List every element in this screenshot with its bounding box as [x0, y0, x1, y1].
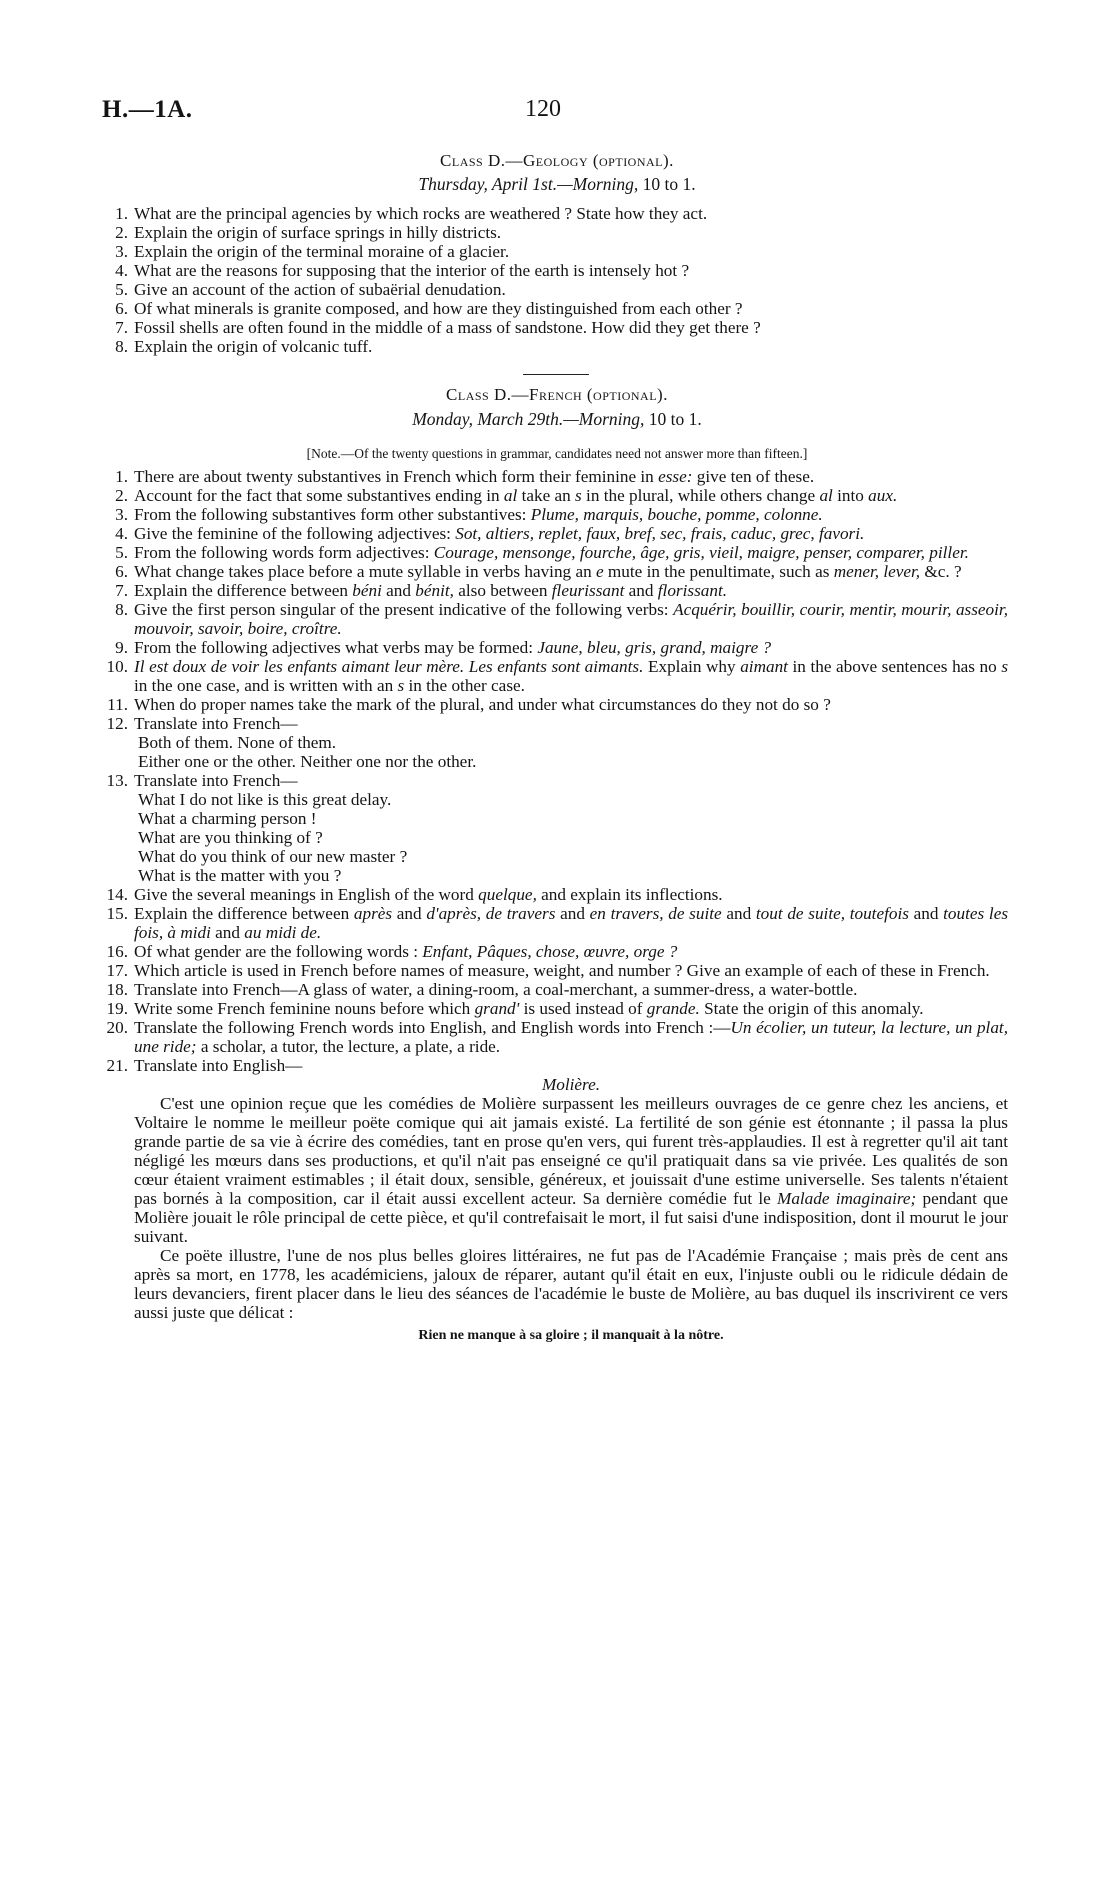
geology-header: [0, 151, 1114, 195]
list-item: 2. Explain the origin of surface springs in hilly districts.: [115, 223, 502, 242]
translation-line: What do you think of our new master ?: [138, 847, 408, 866]
document-reference: H.—1A.: [102, 96, 193, 123]
french-note: [Note.—Of the twenty questions in grammar, candidates need not answer more than fifteen.]: [306, 446, 808, 461]
list-item: 18. Translate into French—A glass of water, a dining-room, a coal-merchant, a summer-dress, a water-bottle.: [106, 980, 858, 999]
geology-time: [0, 174, 1114, 195]
translation-line: What are you thinking of ?: [138, 828, 323, 847]
geology-title: Class D.—Geology (optional).: [440, 151, 674, 170]
list-item: 12. Translate into French—: [106, 714, 298, 733]
list-item: 15. Explain the difference between après and d'après, de travers and en travers, de suite and tout de suite, toutefois and toutes les fois, à midi and au midi de.: [106, 904, 1009, 942]
passage-verse: Rien ne manque à sa gloire ; il manquait à la nôtre.: [418, 1328, 724, 1343]
list-item: 1. There are about twenty substantives in French which form their feminine in esse: give ten of these.: [115, 467, 815, 486]
geology-time-hours: 10 to 1.: [642, 174, 696, 194]
list-item: 8. Explain the origin of volcanic tuff.: [115, 337, 373, 356]
list-item: 6. What change takes place before a mute syllable in verbs having an e mute in the penultimate, such as mener, lever, &c. ?: [115, 562, 962, 581]
list-item: 1. What are the principal agencies by which rocks are weathered ? State how they act.: [115, 204, 708, 223]
list-item: 14. Give the several meanings in English of the word quelque, and explain its inflections.: [106, 885, 723, 904]
list-item: 4. Give the feminine of the following adjectives: Sot, altiers, replet, faux, bref, sec, frais, caduc, grec, favori.: [115, 524, 865, 543]
translation-line: Both of them. None of them.: [138, 733, 337, 752]
list-item: 7. Fossil shells are often found in the middle of a mass of sandstone. How did they get there ?: [115, 318, 761, 337]
list-item: 13. Translate into French—: [106, 771, 298, 790]
page-number: 120: [525, 96, 561, 122]
geology-time-day: Thursday, April 1st.—Morning,: [418, 174, 643, 194]
list-item: 6. Of what minerals is granite composed, and how are they distinguished from each other ?: [115, 299, 743, 318]
list-item: 4. What are the reasons for supposing that the interior of the earth is intensely hot ?: [115, 261, 690, 280]
list-item: 8. Give the first person singular of the present indicative of the following verbs: Acquérir, bouillir, courir, mentir, mourir, asseoir, mouvoir, savoir, boire, croître.: [115, 600, 1008, 638]
translation-line: What is the matter with you ?: [138, 866, 342, 885]
passage-paragraph: Ce poëte illustre, l'une de nos plus belles gloires littéraires, ne fut pas de l'Académie Française ; mais près de cent ans après sa mort, en 1778, les académiciens, jaloux de réparer, autant qu'il était en eux, l'injuste oubli ou le ridicule dédain de leurs devanciers, firent placer dans le lieu des séances de l'académie le buste de Molière, au bas duquel ils inscrivirent ce vers aussi juste que délicat :: [134, 1246, 1008, 1322]
list-item: 3. Explain the origin of the terminal moraine of a glacier.: [115, 242, 510, 261]
passage-paragraph: C'est une opinion reçue que les comédies de Molière surpassent les meilleurs ouvrages de ce genre chez les anciens, et Voltaire le nomme le meilleur poëte comique qui ait jamais existé. La fertilité de son génie est étonnante ; il passa la plus grande partie de sa vie à écrire des comédies, tant en prose qu'en vers, qui furent très-applaudies. Il est à regretter qu'il ait tant négligé les mœurs dans ses productions, et qu'il n'ait pas enseigné ce qu'il pratiquait dans sa vie privée. Les qualités de son cœur étaient vraiment estimables ; il était doux, sensible, généreux, et jouissait d'une estime universelle. Ses talents n'étaient pas bornés à la composition, car il était aussi excellent acteur. Sa dernière comédie fut le Malade imaginaire; pendant que Molière jouait le rôle principal de cette pièce, et qu'il contrefaisait le mort, il fut saisi d'une indisposition, dont il mourut le jour suivant.: [134, 1094, 1008, 1246]
french-time-day: Monday, March 29th.—Morning,: [412, 409, 649, 429]
list-item: 9. From the following adjectives what verbs may be formed: Jaune, bleu, gris, grand, maigre ?: [115, 638, 772, 657]
list-item: 10. Il est doux de voir les enfants aimant leur mère. Les enfants sont aimants. Explain why aimant in the above sentences has no s in the one case, and is written with an s in the other case.: [106, 657, 1009, 695]
list-item: 5. Give an account of the action of subaërial denudation.: [115, 280, 506, 299]
french-title: Class D.—French (optional).: [446, 385, 668, 404]
list-item: 17. Which article is used in French before names of measure, weight, and number ? Give an example of each of these in French.: [106, 961, 990, 980]
list-item: 5. From the following words form adjectives: Courage, mensonge, fourche, âge, gris, vieil, maigre, penser, comparer, piller.: [115, 543, 969, 562]
french-questions: [78, 467, 1008, 1345]
translation-line: Either one or the other. Neither one nor the other.: [138, 752, 477, 771]
french-time: [0, 409, 1114, 430]
moliere-passage: [78, 1075, 1008, 1345]
translation-line: What a charming person !: [138, 809, 317, 828]
geology-questions: [78, 204, 1008, 356]
list-item: 16. Of what gender are the following words : Enfant, Pâques, chose, œuvre, orge ?: [106, 942, 678, 961]
section-divider: [523, 374, 589, 375]
list-item: 11. When do proper names take the mark of the plural, and under what circumstances do they not do so ?: [107, 695, 831, 714]
translation-line: What I do not like is this great delay.: [138, 790, 392, 809]
list-item: 19. Write some French feminine nouns before which grand' is used instead of grande. State the origin of this anomaly.: [106, 999, 924, 1018]
list-item: 7. Explain the difference between béni and bénit, also between fleurissant and florissant.: [115, 581, 728, 600]
french-time-hours: 10 to 1.: [648, 409, 702, 429]
list-item: 20. Translate the following French words into English, and English words into French :—Un écolier, un tuteur, la lecture, un plat, une ride; a scholar, a tutor, the lecture, a plate, a ride.: [106, 1018, 1009, 1056]
list-item: 2. Account for the fact that some substantives ending in al take an s in the plural, while others change al into aux.: [115, 486, 898, 505]
passage-title: Molière.: [541, 1075, 601, 1094]
list-item: 3. From the following substantives form other substantives: Plume, marquis, bouche, pomme, colonne.: [115, 505, 823, 524]
list-item: 21. Translate into English—: [106, 1056, 303, 1075]
french-header: [0, 385, 1114, 430]
